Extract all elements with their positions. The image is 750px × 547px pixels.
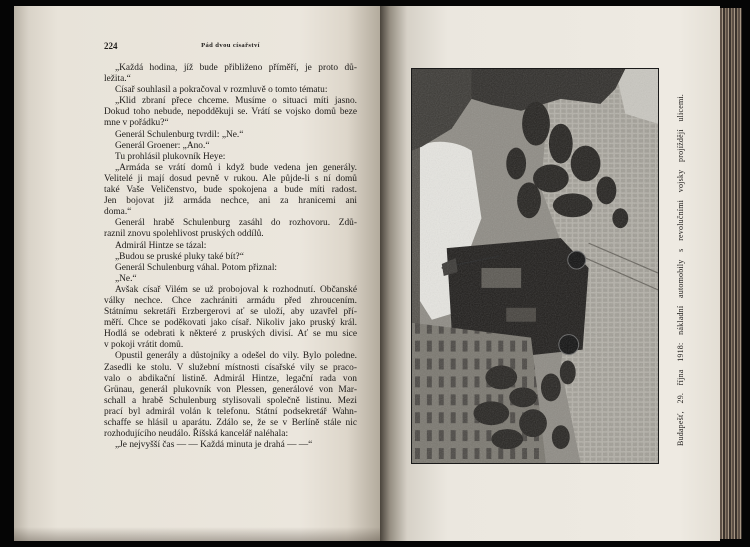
text-line: války nechce. Chce zachrániti armádu před zhroucením. (104, 295, 357, 306)
text-line: schall a hrabě Schulenburg stylisovali společně listinu. Mezi (104, 395, 357, 406)
text-line: rozhodujícího neudálo. Říšská kancelář naléhala: (104, 429, 289, 440)
text-line: „Armáda se vrátí domů i když bude vedena jen generály. (115, 162, 357, 173)
text-line: Dokud toho nebude, nepodděkuji se. Vrátí se vojsko domů beze (104, 107, 357, 118)
text-line: Státnímu sekretáři Erzbergerovi ať se uloží, aby uzavřel pří- (104, 307, 357, 318)
text-line: Opustil generály a důstojníky a odešel do vily. Bylo poledne. (115, 351, 357, 362)
body-text (104, 63, 357, 451)
text-line: Jen bojovat již armáda nechce, ani za hranicemi ani (104, 196, 357, 207)
photo-grain (412, 69, 658, 463)
book-page-edges (720, 8, 742, 539)
running-head: Pád dvou císařství (201, 42, 260, 49)
text-line: „Budou se pruské pluky také bít?“ (115, 251, 244, 262)
photo-svg (412, 69, 658, 463)
text-line: valo o abdikační listině. Admirál Hintze, legační rada von (104, 373, 357, 384)
text-line: mne v pořádku?“ (104, 118, 169, 129)
text-line: raznil znovu spolehlivost pruských oddílů. (104, 229, 264, 240)
text-line: doma.“ (104, 207, 132, 218)
text-line: Admirál Hintze se tázal: (115, 240, 207, 251)
text-line: ležita.“ (104, 74, 131, 85)
text-line: Generál Groener: „Ano.“ (115, 140, 210, 151)
text-line: Tu prohlásil plukovník Heye: (115, 151, 226, 162)
text-line: prací byl admirál volán k telefonu. Státní podsekretář Wahn- (104, 406, 357, 417)
photograph (411, 68, 659, 464)
text-line: Generál hrabě Schulenburg zasáhl do rozhovoru. Zdů- (115, 218, 357, 229)
text-line: v pokoji vrátit domů. (104, 340, 184, 351)
text-line: „Každá hodina, jíž bude přibliženo příměří, je proto dů- (115, 63, 357, 73)
text-line: Velitelé ji mají dosud pevně v rukou. Ale půjde-li s ní domů (104, 173, 357, 184)
photo-caption: Budapešť, 29. října 1918: nákladní automobily s revolučními vojsky projíždějí ulicemi. (676, 94, 685, 446)
text-line: Císař souhlasil a pokračoval v rozmluvě o tomto tématu: (115, 85, 328, 96)
text-line: Generál Schulenburg tvrdil: „Ne.“ (115, 129, 244, 140)
text-line: schaffe se hlásil u aparátu. Zdálo se, že se v Berlíně stále nic (104, 418, 357, 428)
text-line: Zasedli ke stolu. V služební místnosti císařské vily se praco- (104, 362, 357, 373)
text-line: Grünau, generál plukovník von Plessen, generálové von Mar- (104, 384, 357, 395)
text-line: také Vaše Veličenstvo, bude spokojena a bude míti radost. (104, 185, 357, 196)
text-line: „Klid zbraní přece chceme. Musíme o situaci míti jasno. (115, 96, 357, 107)
page-number: 224 (104, 41, 118, 51)
text-line: „Je nejvyšší čas — — Každá minuta je drahá — —“ (115, 440, 313, 451)
text-line: Hodlá se odebrati k některé z pruských divisí. Ať se mu sice (104, 329, 357, 340)
text-line: Generál Schulenburg váhal. Potom přiznal: (115, 262, 278, 273)
text-line: „Ne.“ (115, 273, 137, 284)
text-line: Avšak císař Vilém se už probojoval k rozhodnutí. Občanské (115, 284, 357, 295)
text-line: měří. Chce se poděkovati jako císař. Nikoliv jako pruský král. (104, 318, 357, 329)
